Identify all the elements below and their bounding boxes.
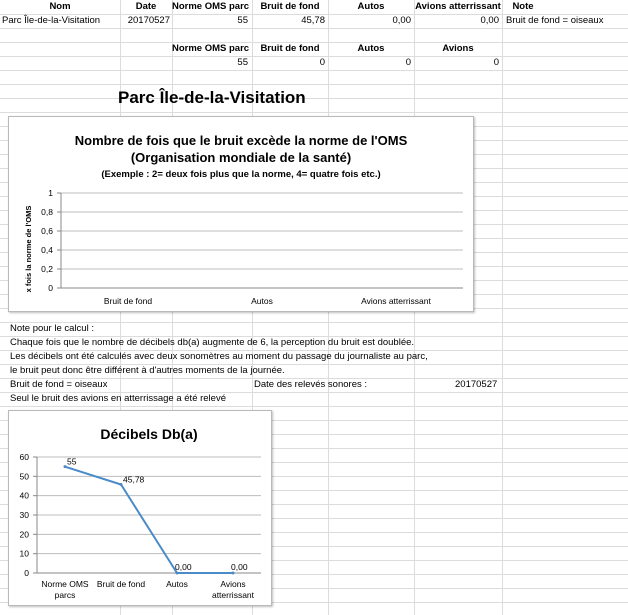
chart1-ytick-label: 0,4 [41,245,53,255]
chart2-series-line [65,467,233,573]
chart2-category-label-line2: atterrissant [211,590,255,600]
note-date-value[interactable]: 20170527 [455,379,498,390]
cell2-avions[interactable]: 0 [493,57,499,68]
chart2-ytick-label: 0 [24,568,29,578]
cell-avions[interactable]: 0,00 [480,15,499,26]
chart2-ytick-label: 60 [19,452,29,462]
chart1-subtitle: (Organisation mondiale de la santé) [130,150,352,165]
chart1-ylabel: x fois la norme de l'OMS [24,205,33,293]
header-nom[interactable]: Nom [49,1,71,12]
chart1-ytick-label: 0,6 [41,226,53,236]
header-note[interactable]: Note [512,1,534,12]
cell2-norme-oms[interactable]: 55 [237,57,248,68]
header-date[interactable]: Date [135,1,157,12]
chart2-data-label: 55 [67,456,77,467]
park-title[interactable]: Parc Île-de-la-Visitation [118,88,306,107]
chart2-data-label: 45,78 [123,474,145,485]
chart2-ytick-label: 10 [19,548,29,559]
header2-autos[interactable]: Autos [357,43,385,54]
header-avions-atterrissant[interactable]: Avions atterrissant [415,1,501,12]
cell-nom[interactable]: Parc Île-de-la-Visitation [2,15,101,26]
chart-oms-ratio-svg [9,117,473,311]
note-line-sonometres[interactable]: Les décibels ont été calculés avec deux sonomètres au moment du passage du journaliste au parc, [10,351,428,362]
chart1-title: Nombre de fois que le bruit excède la norme de l'OMS [74,133,408,148]
chart1-ytick-label: 1 [48,188,53,198]
header2-norme-oms[interactable]: Norme OMS parc [172,43,250,54]
chart2-ytick-label: 30 [19,510,29,520]
chart2-category-label: Bruit de fond [96,579,146,589]
header2-avions[interactable]: Avions [442,43,474,54]
chart1-category-label: Avions atterrissant [361,296,431,306]
note-heading[interactable]: Note pour le calcul : [10,323,94,334]
chart-decibels[interactable] [8,410,272,606]
chart1-category-label: Autos [251,296,273,306]
header-autos[interactable]: Autos [357,1,385,12]
header2-bruit-de-fond[interactable]: Bruit de fond [260,43,320,54]
cell-note[interactable]: Bruit de fond = oiseaux [506,15,604,26]
chart1-category-label: Bruit de fond [103,296,153,306]
cell-autos[interactable]: 0,00 [392,15,411,26]
chart2-ytick-label: 20 [19,529,29,540]
cell2-autos[interactable]: 0 [405,57,411,68]
chart1-subtitle2: (Exemple : 2= deux fois plus que la norme, 4= quatre fois etc.) [101,169,381,180]
cell-date[interactable]: 20170527 [127,15,170,26]
chart2-data-label: 0,00 [231,562,248,572]
chart1-ytick-label: 0,8 [41,207,53,217]
chart-decibels-svg [9,411,271,605]
note-line-decibels[interactable]: Chaque fois que le nombre de décibels db(a) augmente de 6, la perception du bruit est doublée. [10,337,415,348]
note-date-label[interactable]: Date des relevés sonores : [254,379,368,390]
cell-norme-oms[interactable]: 55 [237,15,248,26]
header-bruit-de-fond[interactable]: Bruit de fond [260,1,320,12]
chart-oms-ratio[interactable] [8,116,474,312]
note-bruit-de-fond[interactable]: Bruit de fond = oiseaux [10,379,108,390]
chart2-category-label: Autos [166,579,188,589]
note-line-moments[interactable]: le bruit peut donc être différent à d'autres moments de la journée. [10,365,285,376]
chart2-category-label: Avions [220,579,246,589]
header-norme-oms[interactable]: Norme OMS parc [172,1,250,12]
note-avions-only[interactable]: Seul le bruit des avions en atterrissage a été relevé [10,393,226,404]
chart2-data-label: 0,00 [175,562,192,572]
chart1-ytick-label: 0,2 [41,264,53,274]
chart1-ytick-label: 0 [48,283,53,293]
chart2-category-label-line2: parcs [54,590,76,600]
chart2-ytick-label: 40 [19,490,29,501]
cell-bruit-de-fond[interactable]: 45,78 [301,15,325,26]
chart2-category-label: Norme OMS [41,579,89,589]
cell2-bruit-de-fond[interactable]: 0 [319,57,325,68]
chart2-ytick-label: 50 [19,471,29,482]
chart2-title: Décibels Db(a) [100,426,198,442]
